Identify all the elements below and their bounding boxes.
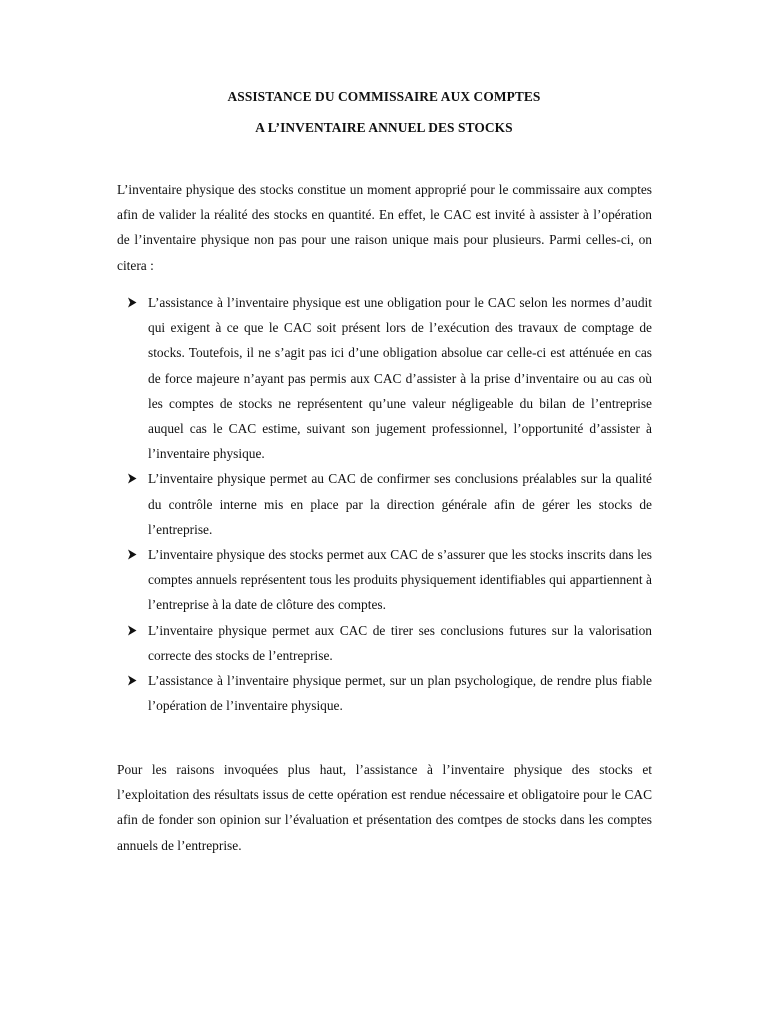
arrowhead-bullet-icon <box>127 549 137 560</box>
list-item <box>127 542 652 618</box>
intro-paragraph: L’inventaire physique des stocks constitue un moment approprié pour le commissaire aux comptes afin de valider la réalité des stocks en quantité. En effet, le CAC est invité à assister à l’opération de l’inventaire physique non pas pour une raison unique mais pour plusieurs. Parmi celles-ci, on citera : <box>117 182 652 273</box>
list-item-text: L’inventaire physique permet au CAC de confirmer ses conclusions préalables sur la qualité du contrôle interne mis en place par la direction générale afin de gérer les stocks de l’entreprise. <box>148 471 652 537</box>
list-item <box>127 618 652 668</box>
list-item <box>127 290 652 466</box>
document-title-line-2: A L’INVENTAIRE ANNUEL DES STOCKS <box>255 120 513 135</box>
reasons-list <box>127 290 652 718</box>
list-item <box>127 466 652 542</box>
arrowhead-bullet-icon <box>127 297 137 308</box>
list-item-text: L’inventaire physique des stocks permet aux CAC de s’assurer que les stocks inscrits dans les comptes annuels représentent tous les produits physiquement identifiables qui appartiennent à l’entreprise à la date de clôture des comptes. <box>148 547 652 613</box>
arrowhead-bullet-icon <box>127 625 137 636</box>
document-title-line-1: ASSISTANCE DU COMMISSAIRE AUX COMPTES <box>227 89 541 104</box>
list-item-text: L’assistance à l’inventaire physique permet, sur un plan psychologique, de rendre plus fiable l’opération de l’inventaire physique. <box>148 673 652 714</box>
list-item <box>127 668 652 718</box>
list-item-text: L’inventaire physique permet aux CAC de tirer ses conclusions futures sur la valorisation correcte des stocks de l’entreprise. <box>148 622 652 663</box>
arrowhead-bullet-icon <box>127 473 137 484</box>
arrowhead-bullet-icon <box>127 675 137 686</box>
conclusion-paragraph: Pour les raisons invoquées plus haut, l’assistance à l’inventaire physique des stocks et l’exploitation des résultats issus de cette opération est rendue nécessaire et obligatoire pour le CAC afin de fonder son opinion sur l’évaluation et présentation des comtpes de stocks dans les comptes annuels de l’entreprise. <box>117 762 652 853</box>
list-item-text: L’assistance à l’inventaire physique est une obligation pour le CAC selon les normes d’audit qui exigent à ce que le CAC soit présent lors de l’exécution des travaux de comptage de stocks. Toutefois, il ne s’agit pas ici d’une obligation absolue car celle-ci est atténuée en cas de force majeure n’ayant pas permis aux CAC d’assister à la prise d’inventaire ou au cas où les comptes de stocks ne représentent qu’une valeur négligeable du bilan de l’entreprise auquel cas le CAC estime, suivant son jugement professionnel, l’opportunité d’assister à l’inventaire physique. <box>148 295 652 462</box>
